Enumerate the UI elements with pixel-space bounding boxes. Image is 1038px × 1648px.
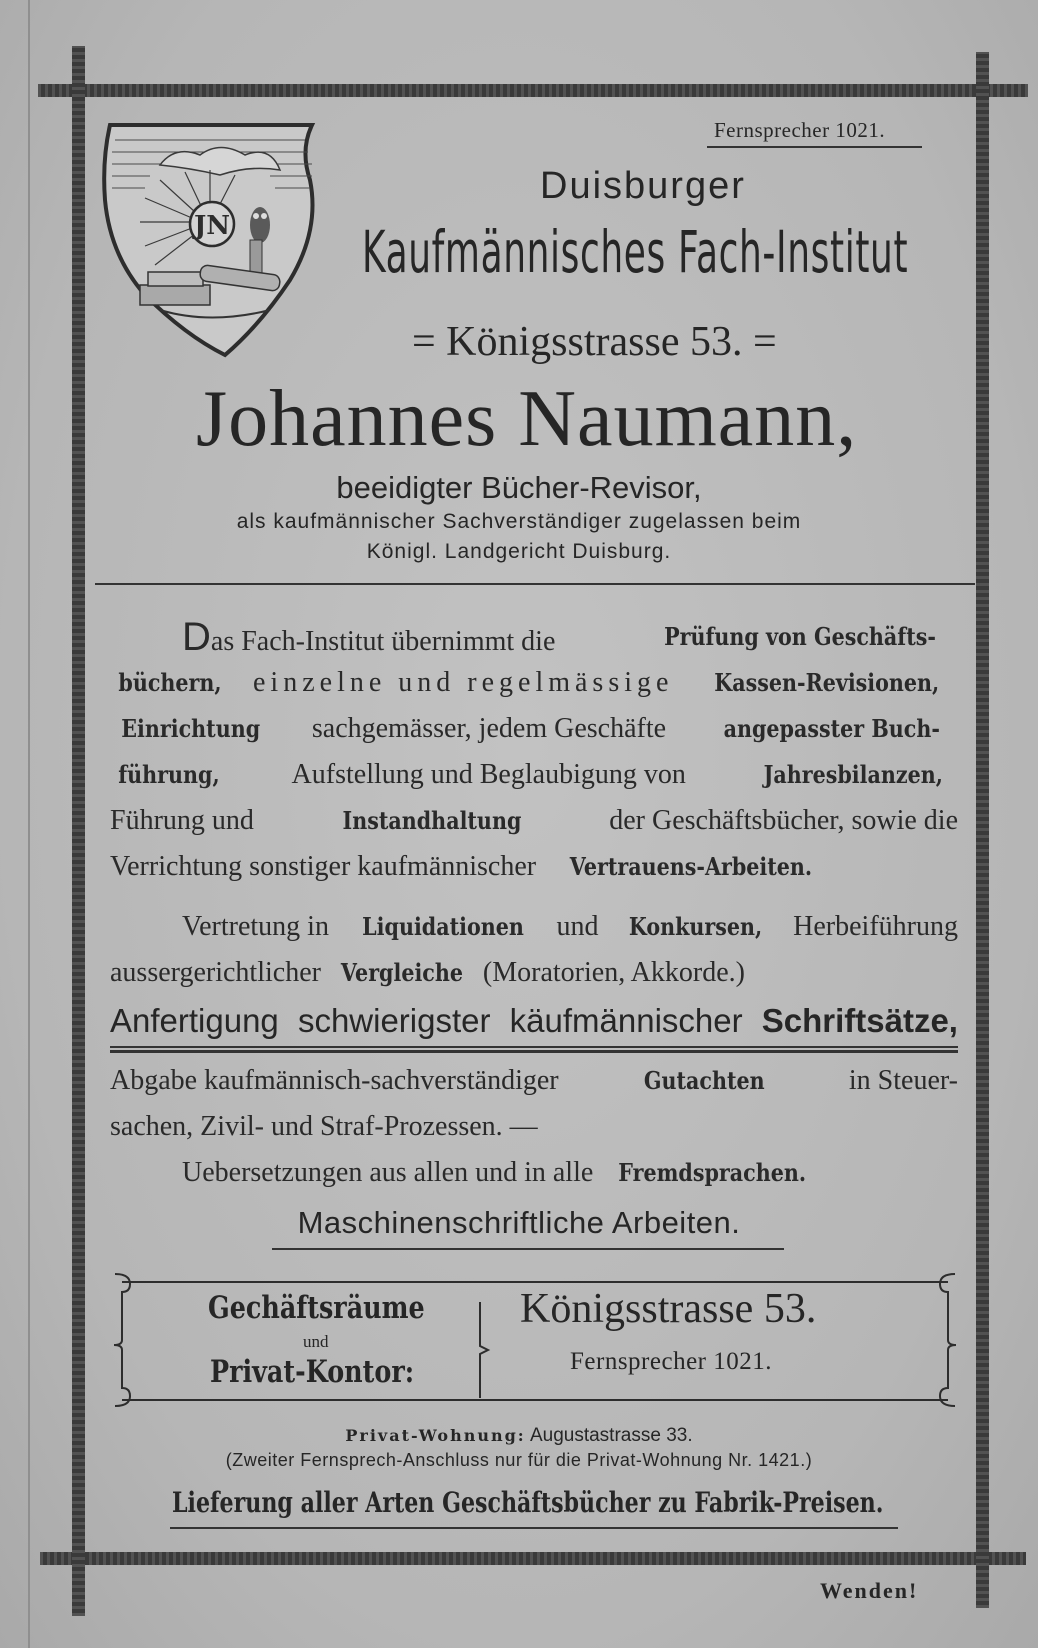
person-name: Johannes Naumann, <box>196 375 858 463</box>
bold-span: Jahresbilanzen, <box>764 760 944 789</box>
bold-span: Gutachten <box>643 1066 765 1095</box>
text-span: und <box>556 911 599 942</box>
bold-span: Instandhaltung <box>342 806 521 835</box>
drafting-underline-double <box>110 1050 958 1053</box>
drafting-heading <box>110 1002 958 1040</box>
text-span: der Geschäftsbücher, sowie die <box>609 805 958 836</box>
bold-span: Vergleiche <box>340 958 463 987</box>
bold-span: Fremdsprachen. <box>618 1158 807 1187</box>
bold-span: Schriftsätze, <box>761 1002 958 1039</box>
text-span: Aufstellung und Beglaubigung von <box>291 759 686 790</box>
phone-number-top: Fernsprecher 1021. <box>714 118 886 142</box>
institute-address: = Königsstrasse 53. = <box>412 319 777 365</box>
private-residence <box>0 1425 1038 1447</box>
text-span: schwierigster <box>297 1002 491 1039</box>
header-divider <box>95 583 975 585</box>
text-span: aussergerichtlicher <box>110 957 321 988</box>
text-span: Vertretung in <box>182 911 329 942</box>
person-role: beeidigter Bücher-Revisor, <box>336 470 702 505</box>
text-span: käufmännischer <box>509 1002 743 1039</box>
text-span: Abgabe kaufmännisch-sachverständiger <box>110 1065 559 1096</box>
text-span: Verrichtung sonstiger kaufmännischer <box>110 851 537 882</box>
institute-crest-icon <box>100 120 320 360</box>
frame-right <box>976 52 989 1608</box>
delivery-underline <box>170 1527 898 1529</box>
expertise-paragraph <box>110 1058 958 1196</box>
text-span: sachen, Zivil- und Straf-Prozessen. — <box>110 1111 538 1142</box>
text-span: Führung und <box>110 805 254 836</box>
bold-span: Liquidationen <box>361 912 524 941</box>
private-residence-label: Privat-Wohnung: <box>345 1426 526 1445</box>
bold-span: führung, <box>118 760 220 789</box>
bold-span: angepasster Buch- <box>724 714 941 743</box>
page-edge <box>28 0 30 1648</box>
text-span: Herbeiführung <box>793 911 958 942</box>
typewriting-heading: Maschinenschriftliche Arbeiten. <box>297 1205 741 1240</box>
text-span: einzelne und regelmässige <box>253 667 674 698</box>
city-heading: Duisburger <box>540 165 746 207</box>
phone-underline <box>707 146 922 148</box>
services-paragraph <box>110 614 958 890</box>
bold-span: Prüfung von Geschäfts- <box>664 622 936 651</box>
text-span: in Steuer- <box>848 1065 958 1096</box>
brace-icon <box>476 1300 494 1400</box>
representation-paragraph <box>110 904 958 996</box>
institute-title: Kaufmännisches Fach-Institut <box>362 218 909 286</box>
office-label-2: Privat-Kontor: <box>210 1354 415 1390</box>
delivery-note: Lieferung aller Arten Geschäftsbücher zu Fabrik-Preisen. <box>172 1486 884 1519</box>
bold-span: büchern, <box>118 668 222 697</box>
text-span: Anfertigung <box>110 1002 279 1039</box>
private-residence-address: Augustastrasse 33. <box>529 1425 693 1446</box>
turn-over-note: Wenden! <box>820 1578 919 1603</box>
text-span: as Fach-Institut übernimmt die <box>210 626 556 657</box>
second-phone-note: (Zweiter Fernsprech-Anschluss nur für die Privat-Wohnung Nr. 1421.) <box>225 1450 813 1470</box>
office-phone: Fernsprecher 1021. <box>570 1348 772 1375</box>
office-label-1: Gechäftsräume <box>208 1290 425 1326</box>
svg-text:JN: JN <box>193 211 231 241</box>
frame-left <box>72 46 85 1616</box>
text-span: (Moratorien, Akkorde.) <box>482 957 745 988</box>
admission-line-2: Königl. Landgericht Duisburg. <box>366 540 672 563</box>
office-label-and: und <box>303 1332 329 1351</box>
bold-span: Konkursen, <box>629 912 763 941</box>
office-address: Königsstrasse 53. <box>520 1286 817 1332</box>
text-span: sachgemässer, jedem Geschäfte <box>311 713 667 744</box>
bold-span: Kassen-Revisionen, <box>714 668 940 697</box>
text-span: Uebersetzungen aus allen und in alle <box>182 1157 594 1188</box>
typewriting-underline <box>272 1248 784 1250</box>
drafting-underline <box>110 1046 958 1048</box>
admission-line-1: als kaufmännischer Sachverständiger zugelassen beim <box>236 510 802 533</box>
drop-initial: D <box>182 615 211 659</box>
frame-top <box>38 84 1028 97</box>
bold-span: Vertrauens-Arbeiten. <box>569 852 813 881</box>
frame-bottom <box>40 1552 1026 1565</box>
bold-span: Einrichtung <box>121 714 261 743</box>
